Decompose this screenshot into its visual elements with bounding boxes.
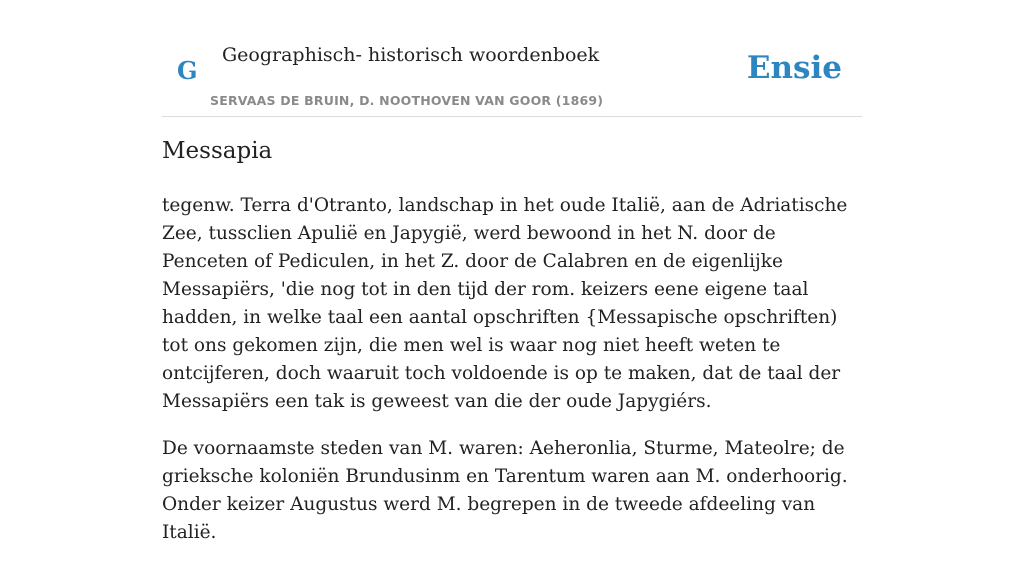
entry-paragraph: tegenw. Terra d'Otranto, landschap in het oude Italië, aan de Adriatische Zee, tussclien Apulië en Japygië, werd bewoond in het N. door de Penceten of Pediculen, in het Z. door de Calabren en de eigenlijke Messapiërs, 'die nog tot in den tijd der rom. keizers eene eigene taal hadden, in welke taal een aantal opschriften {Messapische opschriften) tot ons gekomen zijn, die men wel is waar nog niet heeft weten te ontcijferen, doch waaruit toch voldoende is op te maken, dat de taal der Messapiërs een tak is geweest van die der oude Japygiérs. bbox=[162, 195, 848, 412]
ensie-logo-link[interactable]: Ensie bbox=[746, 50, 842, 86]
book-title-link[interactable]: Geographisch- historisch woordenboek bbox=[222, 44, 600, 66]
entry-title: Messapia bbox=[162, 138, 273, 164]
entry-paragraph: De voornaamste steden van M. waren: Aeheronlia, Sturme, Mateolre; de grieksche koloniën Brundusinm en Tarentum waren aan M. onderhoorig. Onder keizer Augustus werd M. begrepen in de tweede afdeeling van Italië. bbox=[162, 438, 848, 543]
book-logo-icon[interactable]: G bbox=[177, 56, 198, 85]
entry-body bbox=[162, 192, 862, 566]
site-header bbox=[162, 0, 862, 117]
book-author: SERVAAS DE BRUIN, D. NOOTHOVEN VAN GOOR (1869) bbox=[210, 93, 604, 108]
